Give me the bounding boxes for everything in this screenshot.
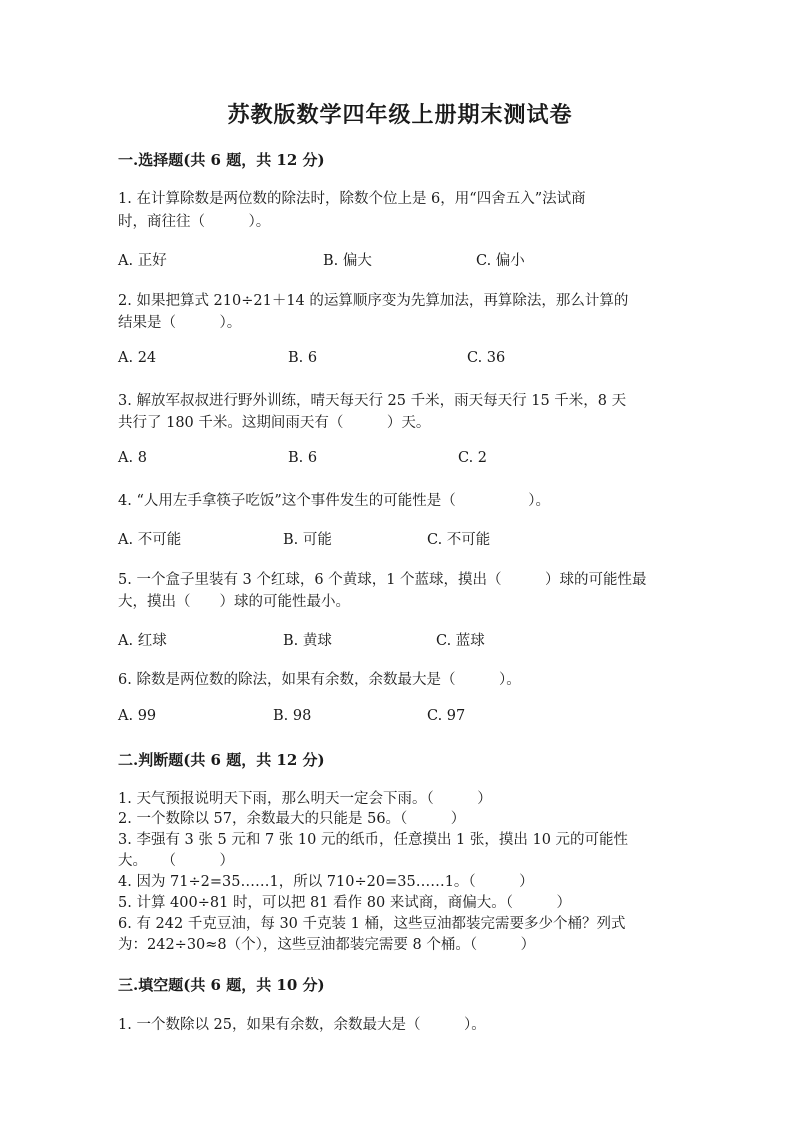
statement-line: 大。 （ ） <box>118 853 234 869</box>
option-a: A. 红球 <box>118 633 167 649</box>
option-c: C. 偏小 <box>476 253 525 269</box>
question-line: 大，摸出（ ）球的可能性最小。 <box>118 594 350 610</box>
question-line: 4. “人用左手拿筷子吃饭”这个事件发生的可能性是（ ）。 <box>118 493 551 509</box>
option-b: B. 可能 <box>283 532 332 548</box>
question-line: 2. 如果把算式 210÷21＋14 的运算顺序变为先算加法，再算除法，那么计算的 <box>118 293 629 309</box>
option-b: B. 黄球 <box>283 633 332 649</box>
option-b: B. 6 <box>288 350 318 366</box>
exam-title: 苏教版数学四年级上册期末测试卷 <box>227 102 573 128</box>
option-b: B. 偏大 <box>323 253 372 269</box>
question-line: 时，商往往（ ）。 <box>118 214 271 230</box>
statement-line: 为：242÷30≈8（个），这些豆油都装完需要 8 个桶。（ ） <box>118 937 536 953</box>
option-b: B. 98 <box>273 708 312 724</box>
question-line: 1. 一个数除以 25，如果有余数，余数最大是（ ）。 <box>118 1017 486 1033</box>
option-c: C. 蓝球 <box>436 633 485 649</box>
statement-line: 1. 天气预报说明天下雨，那么明天一定会下雨。（ ） <box>118 791 492 807</box>
section-heading-choice: 一.选择题(共 6 题，共 12 分) <box>118 151 325 169</box>
option-c: C. 2 <box>458 450 488 466</box>
option-a: A. 99 <box>118 708 157 724</box>
question-line: 共行了 180 千米。这期间雨天有（ ）天。 <box>118 415 431 431</box>
option-a: A. 8 <box>118 450 147 466</box>
section-heading-judgement: 二.判断题(共 6 题，共 12 分) <box>118 751 325 769</box>
statement-line: 4. 因为 71÷2=35……1，所以 710÷20=35……1。（ ） <box>118 874 534 890</box>
statement-line: 5. 计算 400÷81 时，可以把 81 看作 80 来试商，商偏大。（ ） <box>118 895 572 911</box>
option-c: C. 36 <box>467 350 506 366</box>
option-a: A. 不可能 <box>118 532 182 548</box>
statement-line: 2. 一个数除以 57，余数最大的只能是 56。（ ） <box>118 811 466 827</box>
statement-line: 6. 有 242 千克豆油，每 30 千克装 1 桶，这些豆油都装完需要多少个桶？列式 <box>118 916 626 932</box>
option-a: A. 正好 <box>118 253 167 269</box>
question-line: 1. 在计算除数是两位数的除法时，除数个位上是 6，用“四舍五入”法试商 <box>118 191 586 207</box>
option-c: C. 97 <box>427 708 466 724</box>
question-line: 3. 解放军叔叔进行野外训练，晴天每天行 25 千米，雨天每天行 15 千米，8 天 <box>118 393 627 409</box>
section-heading-fill-blank: 三.填空题(共 6 题，共 10 分) <box>118 976 325 994</box>
statement-line: 3. 李强有 3 张 5 元和 7 张 10 元的纸币，任意摸出 1 张，摸出 10 元的可能性 <box>118 832 629 848</box>
question-line: 5. 一个盒子里装有 3 个红球，6 个黄球，1 个蓝球，摸出（ ）球的可能性最 <box>118 572 647 588</box>
option-b: B. 6 <box>288 450 318 466</box>
option-c: C. 不可能 <box>427 532 491 548</box>
question-line: 结果是（ ）。 <box>118 315 242 331</box>
option-a: A. 24 <box>118 350 157 366</box>
question-line: 6. 除数是两位数的除法，如果有余数，余数最大是（ ）。 <box>118 672 521 688</box>
